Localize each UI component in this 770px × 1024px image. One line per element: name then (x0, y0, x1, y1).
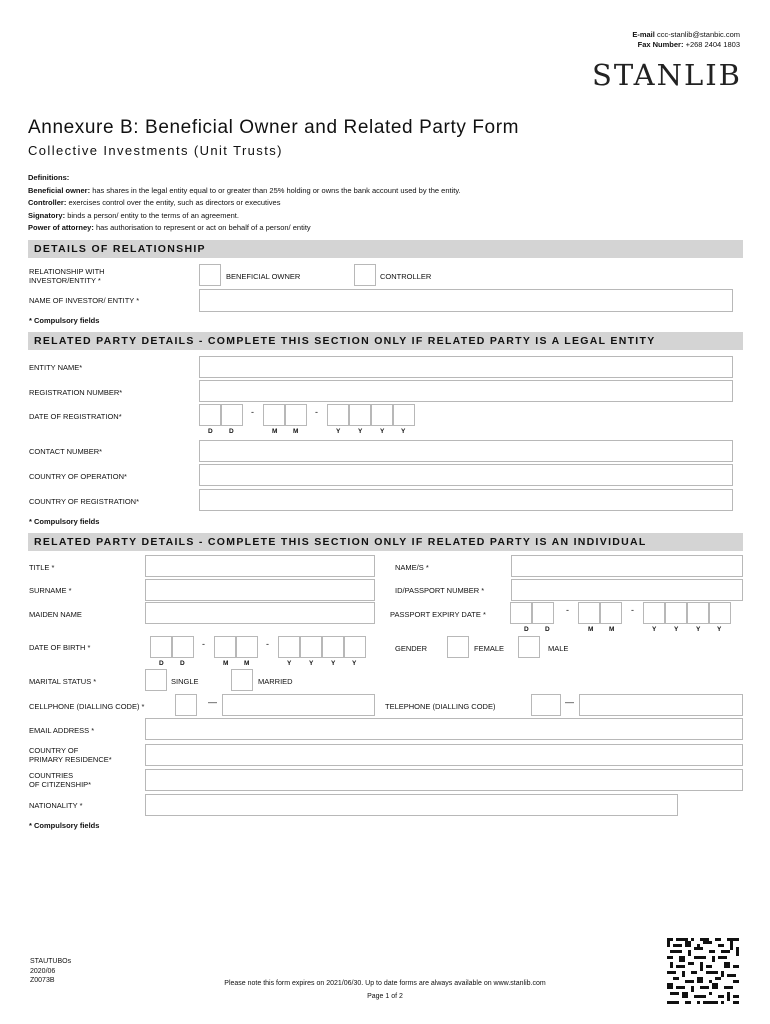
nationality-label: NATIONALITY * (29, 801, 83, 810)
entity-name-label: ENTITY NAME* (29, 363, 83, 372)
compulsory-note: * Compulsory fields (29, 517, 100, 526)
date-letter-y: Y (287, 660, 292, 667)
names-label: NAME/S * (395, 563, 429, 572)
telephone-code-field[interactable] (531, 694, 561, 716)
countries-citizenship-label: COUNTRIES OF CITIZENSHIP* (29, 771, 92, 789)
section-heading-individual: RELATED PARTY DETAILS - COMPLETE THIS SECTION ONLY IF RELATED PARTY IS AN INDIVIDUAL (28, 533, 743, 551)
section-heading-legal-entity: RELATED PARTY DETAILS - COMPLETE THIS SECTION ONLY IF RELATED PARTY IS A LEGAL ENTITY (28, 332, 743, 350)
dob-day-1-box[interactable] (150, 636, 172, 658)
country-residence-field[interactable] (145, 744, 743, 766)
date-letter-d: D (545, 626, 550, 633)
definition-item: Beneficial owner: has shares in the legal entity equal to or greater than 25% holding or owns the bank account used by the entity. (28, 185, 461, 195)
beneficial-owner-checkbox[interactable] (199, 264, 221, 286)
date-separator: - (315, 407, 318, 417)
passport-month-2-box[interactable] (600, 602, 622, 624)
phone-separator: — (565, 697, 574, 707)
date-separator: - (202, 639, 205, 649)
dob-year-1-box[interactable] (278, 636, 300, 658)
passport-month-1-box[interactable] (578, 602, 600, 624)
fax-label: Fax Number: (637, 40, 684, 49)
date-letter-m: M (244, 660, 250, 667)
single-checkbox[interactable] (145, 669, 167, 691)
dob-day-2-box[interactable] (172, 636, 194, 658)
maiden-name-field[interactable] (145, 602, 375, 624)
email-value: ccc-stanlib@stanbic.com (656, 30, 740, 39)
surname-field[interactable] (145, 579, 375, 601)
passport-day-2-box[interactable] (532, 602, 554, 624)
compulsory-note: * Compulsory fields (29, 316, 100, 325)
email-label: E-mail (632, 30, 655, 39)
male-checkbox[interactable] (518, 636, 540, 658)
passport-year-3-box[interactable] (687, 602, 709, 624)
reg-year-1-box[interactable] (327, 404, 349, 426)
married-label: MARRIED (258, 677, 293, 686)
definitions (28, 172, 461, 235)
definitions-heading: Definitions: (28, 173, 70, 182)
date-letter-d: D (229, 428, 234, 435)
telephone-number-field[interactable] (579, 694, 743, 716)
female-checkbox[interactable] (447, 636, 469, 658)
definition-item: Power of attorney: has authorisation to represent or act on behalf of a person/ entity (28, 223, 311, 233)
form-code: STAUTUBOs 2020/06 Z0073B (30, 958, 72, 984)
country-residence-label: COUNTRY OF PRIMARY RESIDENCE* (29, 746, 112, 764)
dob-year-3-box[interactable] (322, 636, 344, 658)
date-separator: - (631, 605, 634, 615)
cellphone-code-field[interactable] (175, 694, 197, 716)
date-letter-y: Y (717, 626, 722, 633)
date-of-birth-label: DATE OF BIRTH * (29, 643, 91, 652)
cellphone-number-field[interactable] (222, 694, 375, 716)
controller-label: CONTROLLER (380, 272, 432, 281)
country-operation-field[interactable] (199, 464, 733, 486)
date-letter-d: D (159, 660, 164, 667)
single-label: SINGLE (171, 677, 199, 686)
passport-day-1-box[interactable] (510, 602, 532, 624)
date-letter-y: Y (336, 428, 341, 435)
page-number: Page 1 of 2 (367, 993, 403, 1000)
date-of-registration-label: DATE OF REGISTRATION* (29, 412, 122, 421)
dob-month-1-box[interactable] (214, 636, 236, 658)
name-of-investor-field[interactable] (199, 289, 733, 312)
date-letter-m: M (609, 626, 615, 633)
date-letter-m: M (588, 626, 594, 633)
date-letter-y: Y (401, 428, 406, 435)
section-heading-relationship: DETAILS OF RELATIONSHIP (28, 240, 743, 258)
registration-number-label: REGISTRATION NUMBER* (29, 388, 123, 397)
country-operation-label: COUNTRY OF OPERATION* (29, 472, 127, 481)
date-letter-d: D (208, 428, 213, 435)
maiden-name-label: MAIDEN NAME (29, 610, 82, 619)
date-letter-y: Y (331, 660, 336, 667)
email-address-field[interactable] (145, 718, 743, 740)
reg-month-2-box[interactable] (285, 404, 307, 426)
expiry-note: Please note this form expires on 2021/06/30. Up to date forms are always available on www.stanlib.com (224, 980, 546, 987)
fax-value: +268 2404 1803 (685, 40, 740, 49)
contact-number-field[interactable] (199, 440, 733, 462)
surname-label: SURNAME * (29, 586, 72, 595)
page-subtitle: Collective Investments (Unit Trusts) (28, 143, 283, 158)
dob-year-2-box[interactable] (300, 636, 322, 658)
date-separator: - (251, 407, 254, 417)
married-checkbox[interactable] (231, 669, 253, 691)
reg-day-1-box[interactable] (199, 404, 221, 426)
passport-year-4-box[interactable] (709, 602, 731, 624)
telephone-label: TELEPHONE (DIALLING CODE) (385, 702, 496, 711)
reg-day-2-box[interactable] (221, 404, 243, 426)
reg-year-3-box[interactable] (371, 404, 393, 426)
country-registration-label: COUNTRY OF REGISTRATION* (29, 497, 140, 506)
date-letter-y: Y (358, 428, 363, 435)
passport-year-2-box[interactable] (665, 602, 687, 624)
date-letter-y: Y (309, 660, 314, 667)
female-label: FEMALE (474, 644, 505, 653)
date-letter-m: M (293, 428, 299, 435)
cellphone-label: CELLPHONE (DIALLING CODE) * (29, 702, 145, 711)
marital-status-label: MARITAL STATUS * (29, 677, 97, 686)
passport-expiry-label: PASSPORT EXPIRY DATE * (390, 610, 486, 619)
dob-year-4-box[interactable] (344, 636, 366, 658)
title-label: TITLE * (29, 563, 55, 572)
contact-details (632, 30, 740, 50)
date-letter-y: Y (696, 626, 701, 633)
page-title: Annexure B: Beneficial Owner and Related Party Form (28, 117, 520, 138)
names-field[interactable] (511, 555, 743, 577)
reg-month-1-box[interactable] (263, 404, 285, 426)
reg-year-2-box[interactable] (349, 404, 371, 426)
contact-number-label: CONTACT NUMBER* (29, 447, 103, 456)
date-letter-m: M (223, 660, 229, 667)
barcode-icon (667, 938, 739, 1004)
entity-name-field[interactable] (199, 356, 733, 378)
definition-item: Controller: exercises control over the entity, such as directors or executives (28, 198, 281, 208)
countries-citizenship-field[interactable] (145, 769, 743, 791)
dob-month-2-box[interactable] (236, 636, 258, 658)
country-registration-field[interactable] (199, 489, 733, 511)
date-letter-y: Y (674, 626, 679, 633)
gender-label: GENDER (395, 644, 428, 653)
date-letter-y: Y (652, 626, 657, 633)
date-letter-m: M (272, 428, 278, 435)
nationality-field[interactable] (145, 794, 678, 816)
registration-number-field[interactable] (199, 380, 733, 402)
beneficial-owner-label: BENEFICIAL OWNER (226, 272, 301, 281)
name-of-investor-label: NAME OF INVESTOR/ ENTITY * (29, 296, 140, 305)
date-letter-d: D (180, 660, 185, 667)
passport-year-1-box[interactable] (643, 602, 665, 624)
reg-year-4-box[interactable] (393, 404, 415, 426)
relationship-label: RELATIONSHIP WITH INVESTOR/ENTITY * (29, 267, 105, 285)
definition-item: Signatory: binds a person/ entity to the terms of an agreement. (28, 210, 239, 220)
id-passport-label: ID/PASSPORT NUMBER * (395, 586, 485, 595)
date-letter-y: Y (352, 660, 357, 667)
email-address-label: EMAIL ADDRESS * (29, 726, 95, 735)
male-label: MALE (548, 644, 569, 653)
date-separator: - (566, 605, 569, 615)
compulsory-note: * Compulsory fields (29, 821, 100, 830)
id-passport-field[interactable] (511, 579, 743, 601)
date-letter-d: D (524, 626, 529, 633)
date-separator: - (266, 639, 269, 649)
date-letter-y: Y (380, 428, 385, 435)
phone-separator: — (208, 697, 217, 707)
stanlib-logo: STANLIB (592, 58, 742, 92)
controller-checkbox[interactable] (354, 264, 376, 286)
title-field[interactable] (145, 555, 375, 577)
